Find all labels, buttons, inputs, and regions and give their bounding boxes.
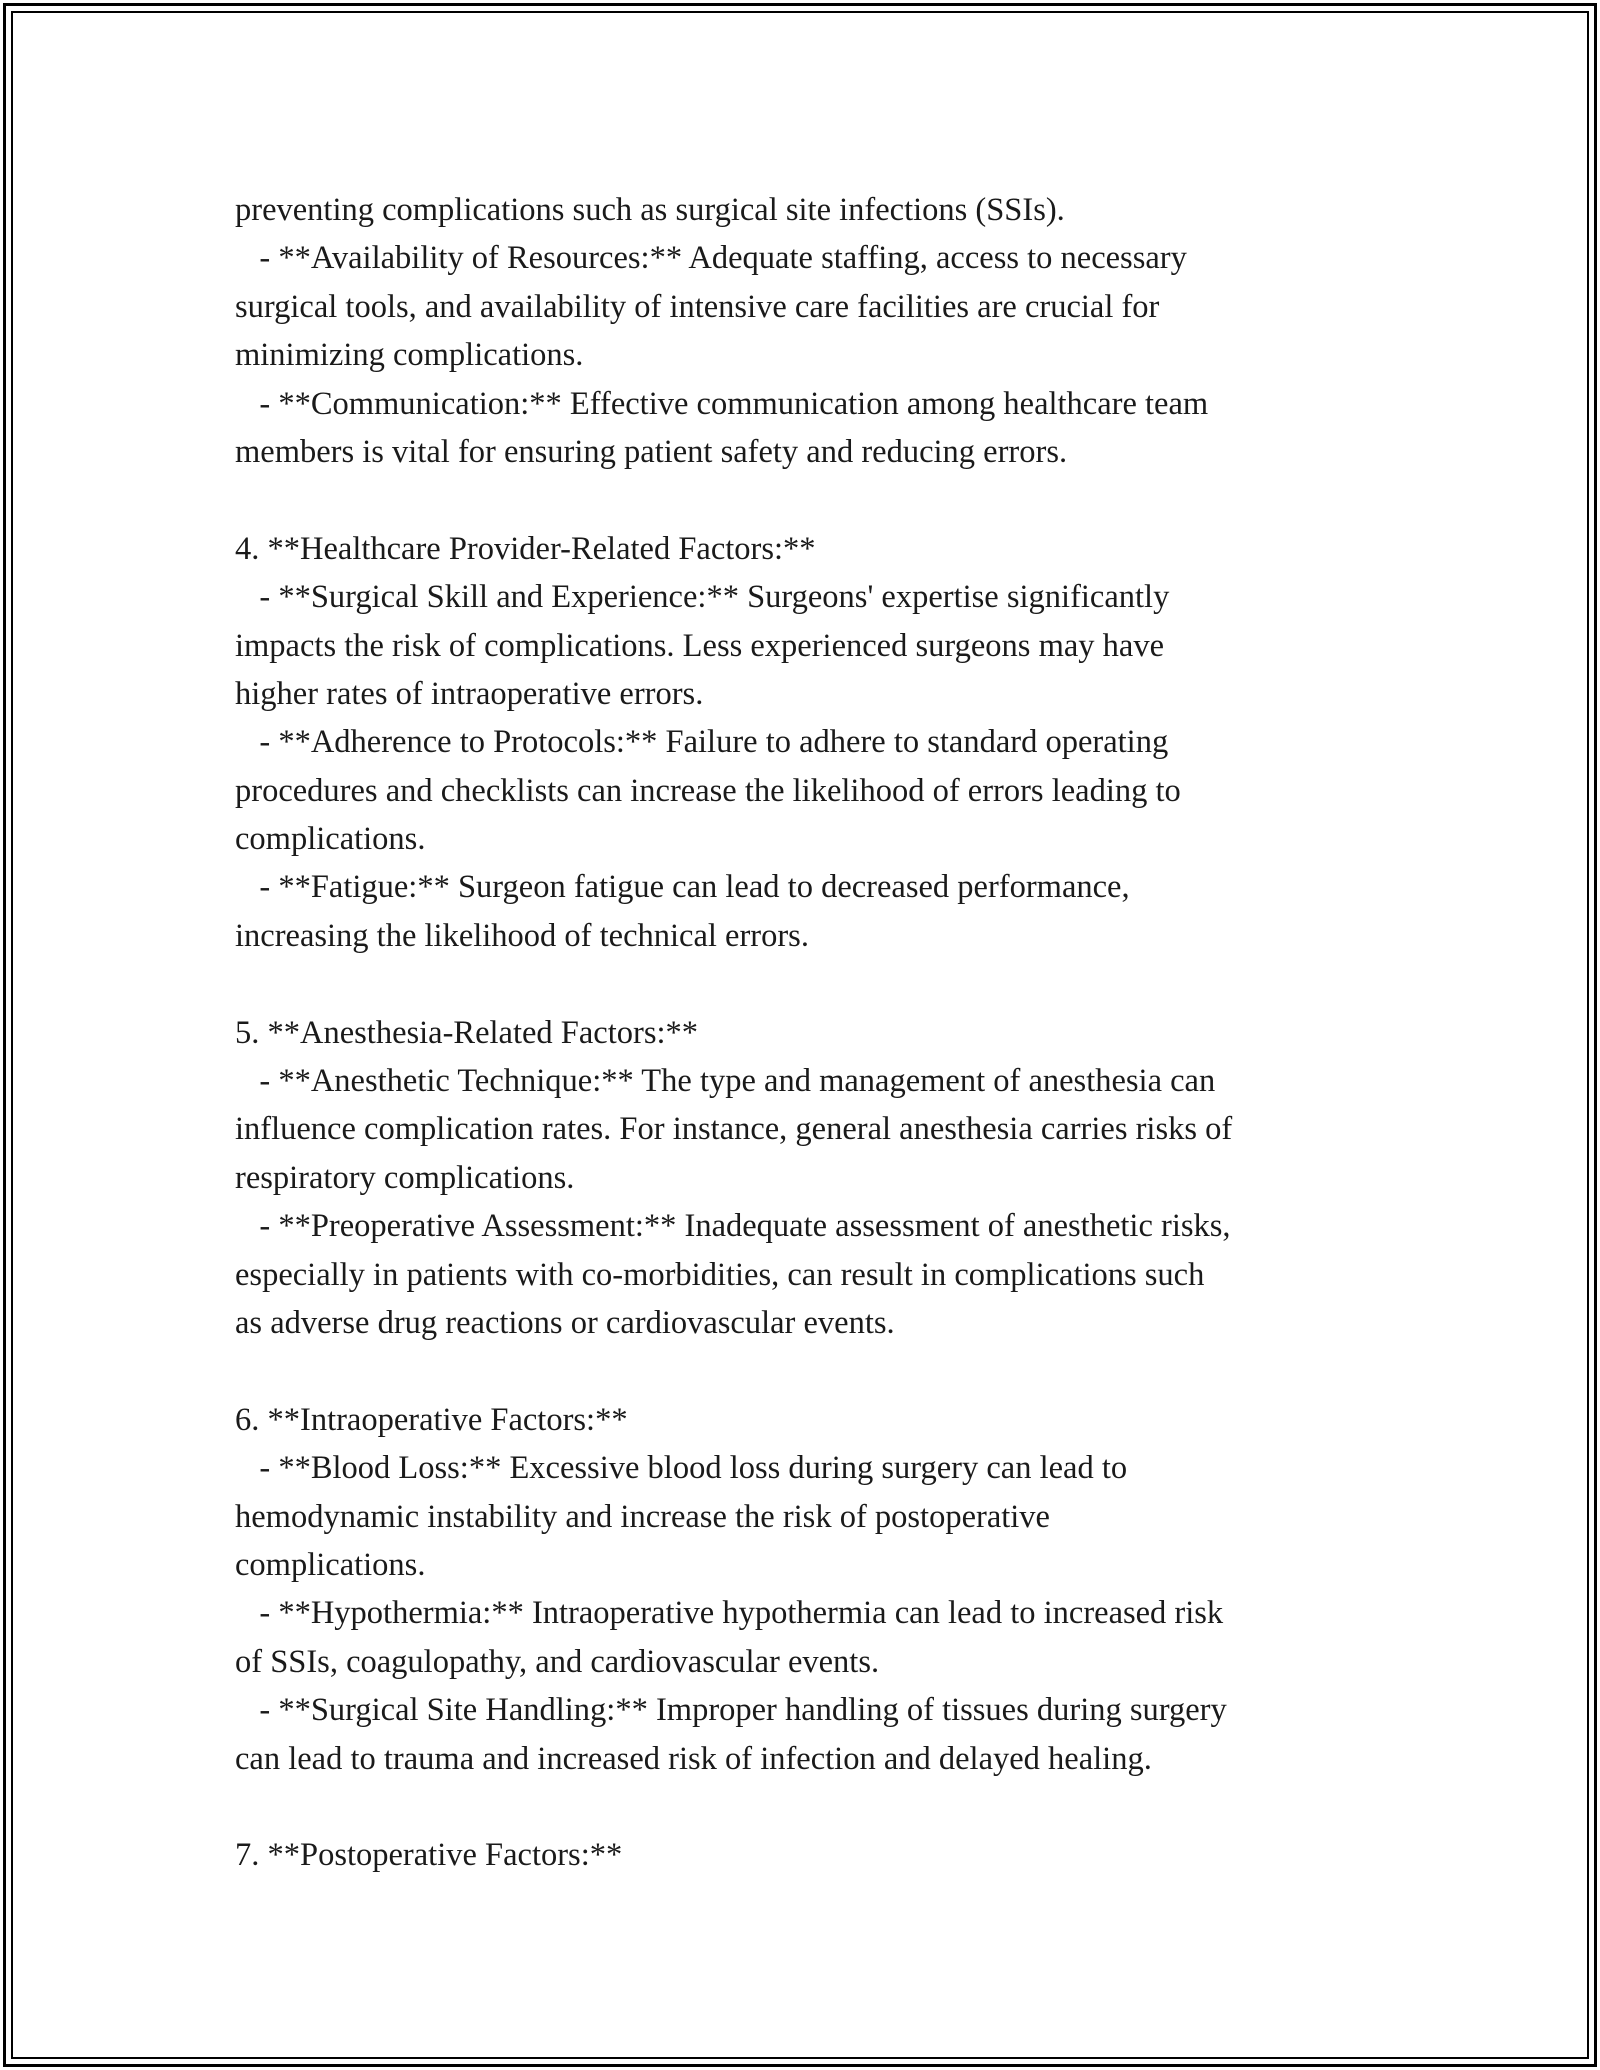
text-line: - **Communication:** Effective communication among healthcare team [235,385,1209,422]
text-line: - **Preoperative Assessment:** Inadequate assessment of anesthetic risks, [235,1208,1231,1245]
text-line: hemodynamic instability and increase the risk of postoperative [235,1498,1050,1535]
text-line: can lead to trauma and increased risk of infection and delayed healing. [235,1740,1152,1777]
text-line: minimizing complications. [235,337,584,374]
text-line: - **Anesthetic Technique:** The type and management of anesthesia can [235,1063,1216,1100]
text-line: - **Blood Loss:** Excessive blood loss during surgery can lead to [235,1450,1128,1487]
text-line: as adverse drug reactions or cardiovascular events. [235,1304,895,1341]
section-heading: 6. **Intraoperative Factors:** [235,1401,628,1438]
blank-line [235,960,1395,1008]
section-heading: 4. **Healthcare Provider-Related Factors:** [235,530,816,567]
text-line: members is vital for ensuring patient safety and reducing errors. [235,433,1068,470]
text-line: - **Surgical Site Handling:** Improper handling of tissues during surgery [235,1692,1227,1729]
text-line: preventing complications such as surgical site infections (SSIs). [235,192,1065,228]
text-line: especially in patients with co-morbidities, can result in complications such [235,1256,1205,1293]
text-line: impacts the risk of complications. Less experienced surgeons may have [235,627,1164,664]
blank-line [235,476,1395,524]
text-line: influence complication rates. For instance, general anesthesia carries risks of [235,1111,1233,1148]
section-heading: 7. **Postoperative Factors:** [235,1837,623,1874]
text-line: respiratory complications. [235,1159,575,1196]
text-line: increasing the likelihood of technical errors. [235,917,809,954]
blank-line [235,1783,1395,1831]
text-line: - **Adherence to Protocols:** Failure to adhere to standard operating [235,724,1169,761]
blank-line [235,1347,1395,1395]
text-line: higher rates of intraoperative errors. [235,675,704,712]
text-line: - **Fatigue:** Surgeon fatigue can lead to decreased performance, [235,869,1130,906]
text-line: - **Surgical Skill and Experience:** Surgeons' expertise significantly [235,579,1170,616]
text-line: of SSIs, coagulopathy, and cardiovascular events. [235,1643,880,1680]
text-line: complications. [235,821,426,858]
text-line: - **Availability of Resources:** Adequate staffing, access to necessary [235,240,1187,277]
text-line: complications. [235,1546,426,1583]
text-line: - **Hypothermia:** Intraoperative hypothermia can lead to increased risk [235,1595,1224,1632]
text-line: surgical tools, and availability of intensive care facilities are crucial for [235,288,1160,325]
section-heading: 5. **Anesthesia-Related Factors:** [235,1014,699,1051]
text-line: procedures and checklists can increase the likelihood of errors leading to [235,772,1181,809]
document-body [235,186,1395,1880]
